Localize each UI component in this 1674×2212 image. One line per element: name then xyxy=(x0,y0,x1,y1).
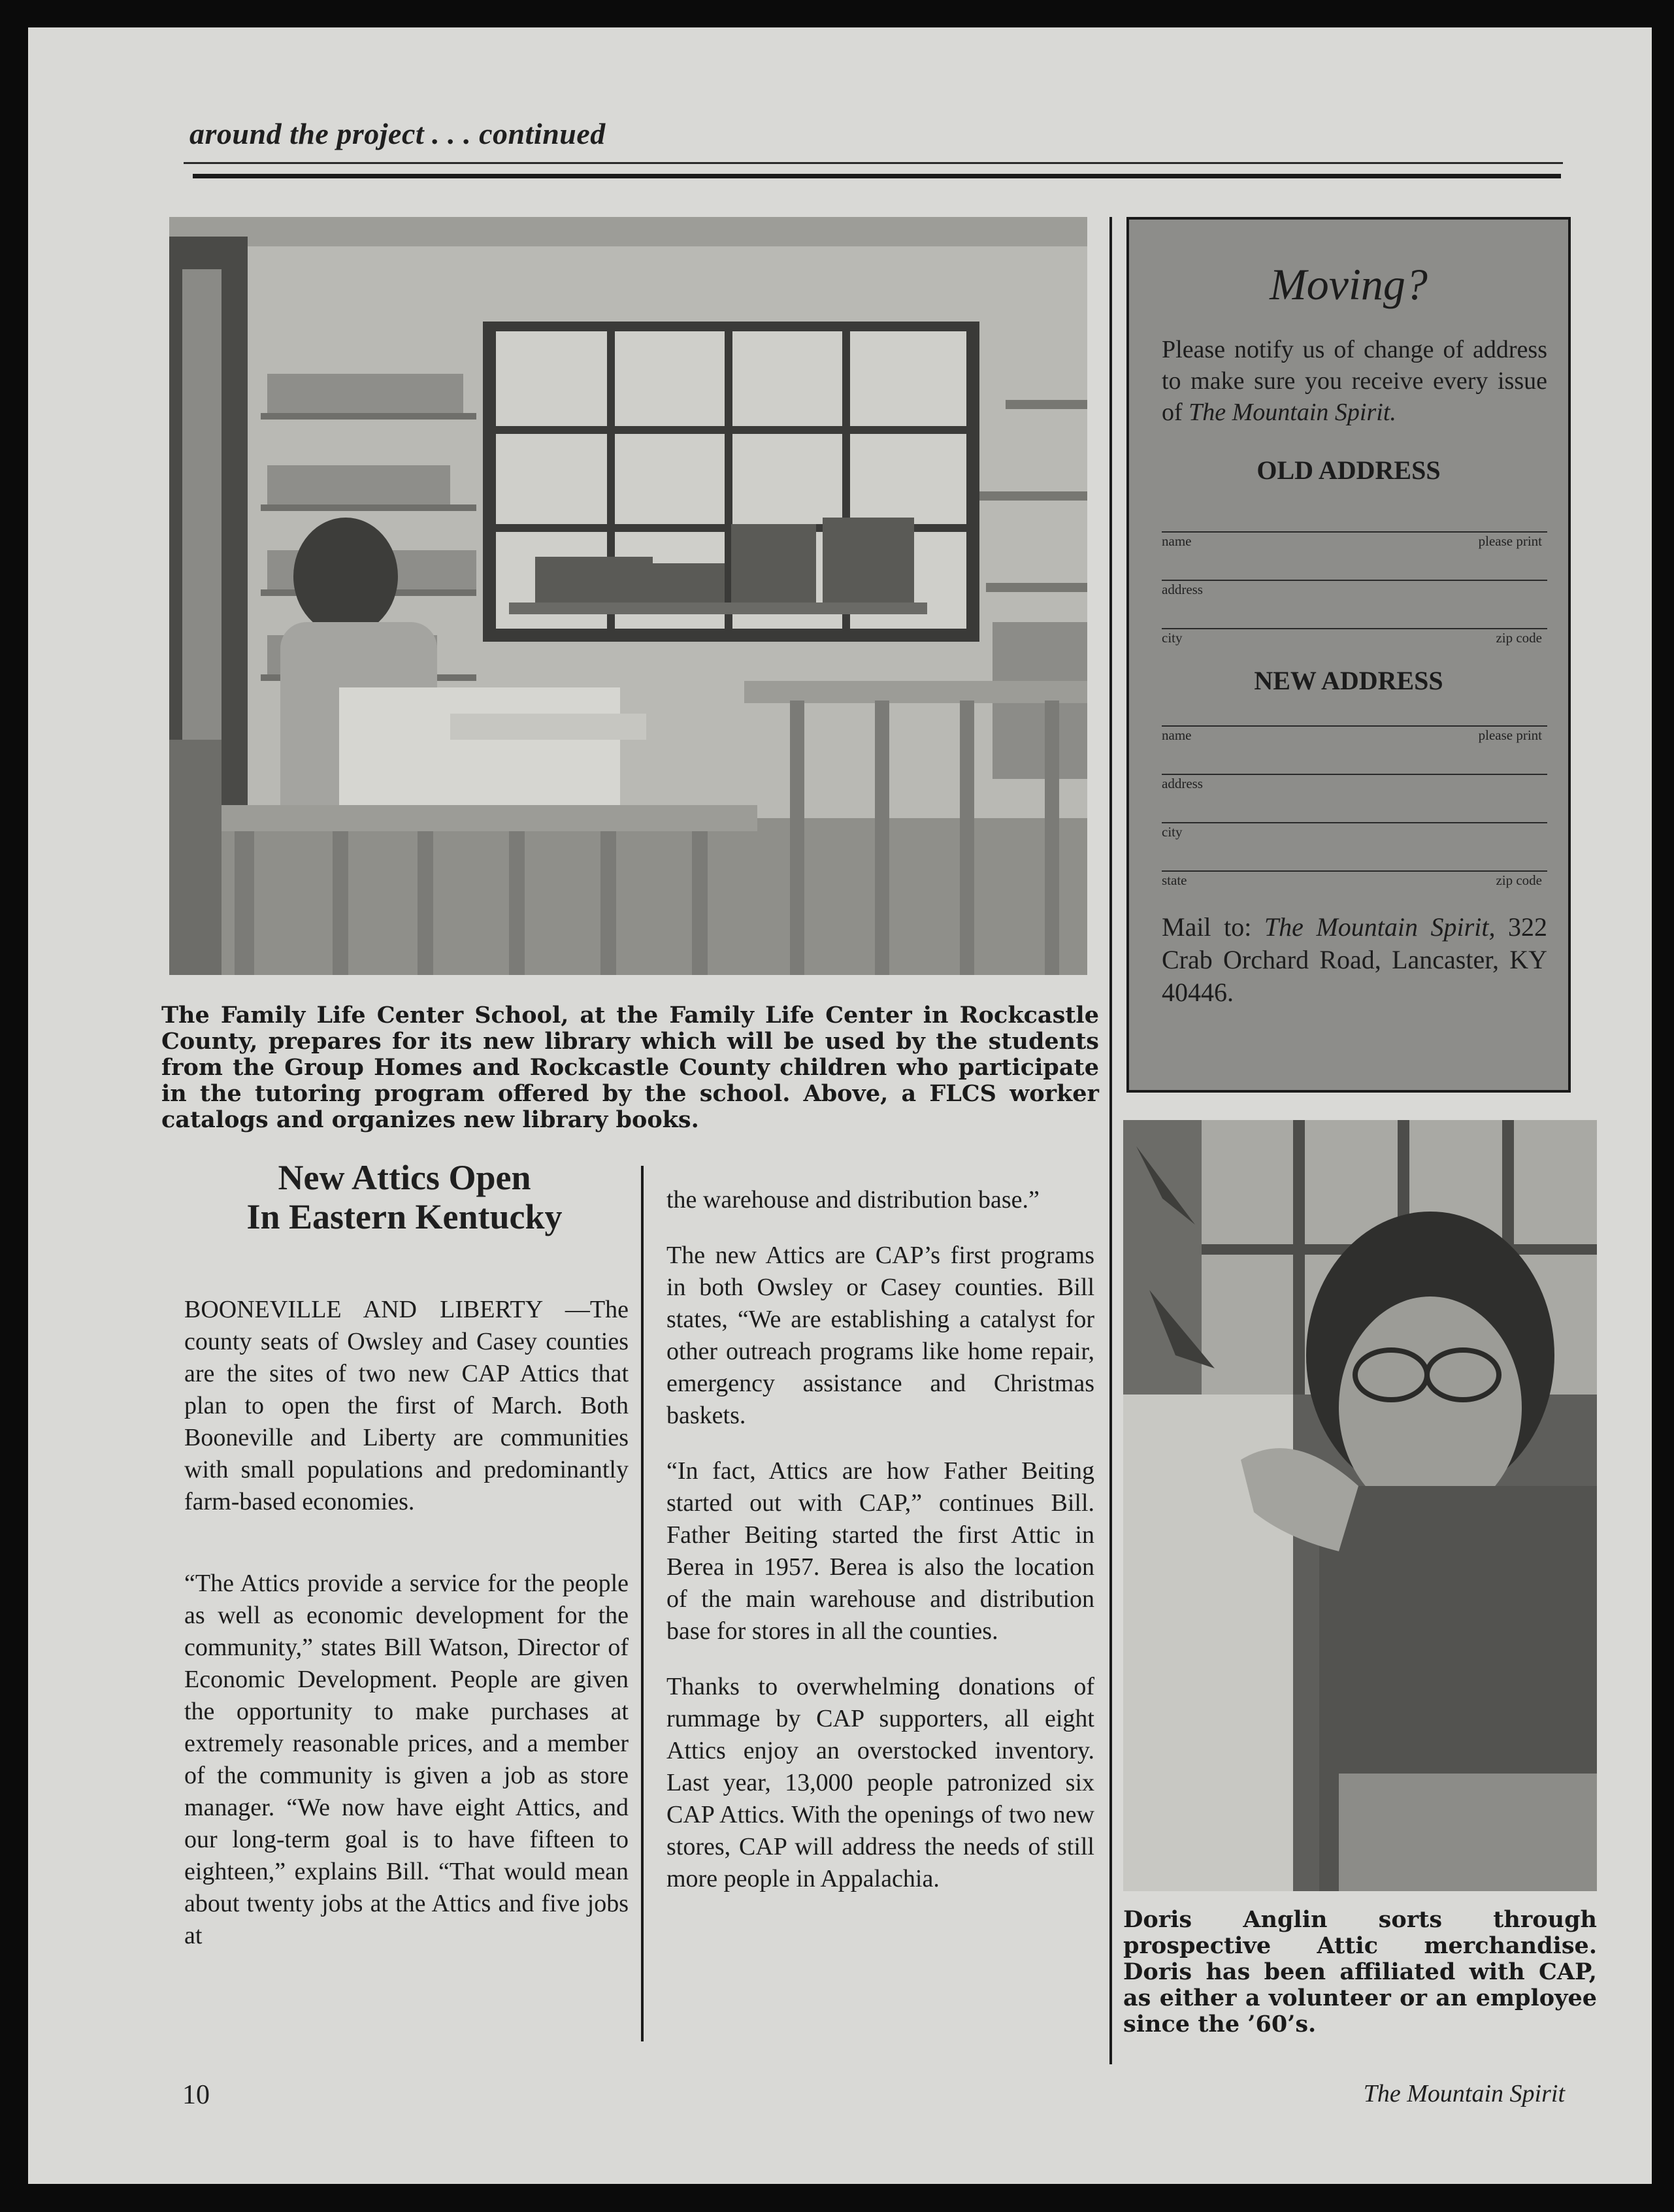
column-divider-right xyxy=(1109,1120,1112,2064)
doris-anglin-caption: Doris Anglin sorts through prospective Attic merchandise. Doris has been affiliated with CAP, as either a volunteer or an employee since the ’60’s. xyxy=(1123,1906,1597,2038)
header-rule-thick xyxy=(193,174,1561,178)
moving-intro-text: Please notify us of change of address to make sure you receive every issue of xyxy=(1162,336,1547,426)
new-city-line[interactable] xyxy=(1162,822,1547,823)
new-name-label: name xyxy=(1162,727,1192,743)
article-headline xyxy=(182,1158,627,1236)
old-address-label: address xyxy=(1162,582,1203,597)
new-city-label: city xyxy=(1162,824,1183,840)
mail-to-publication: The Mountain Spirit, xyxy=(1264,912,1496,942)
col1-paragraph: “The Attics provide a service for the people as well as economic development for the community,” states Bill Watson, Director of Economic Development. People are given the opportunity to make purchases at extremely reasonable prices, and a member of the community is given a job as store manager. “We now have eight Attics, and our long-term goal is to have fifteen to eighteen,” explains Bill. “That would mean about twenty jobs at the Attics and five jobs at xyxy=(184,1570,629,1949)
mail-to-prefix: Mail to: xyxy=(1162,912,1264,942)
old-address-line[interactable] xyxy=(1162,580,1547,581)
headline-line-1: New Attics Open xyxy=(278,1158,531,1197)
new-address-label: address xyxy=(1162,776,1203,791)
col2-paragraph: “In fact, Attics are how Father Beiting started out with CAP,” continues Bill. Father Beiting started the first Attic in Berea in 1957. Berea is also the location of the main warehouse and distribution base for stores in all the counties. xyxy=(666,1457,1094,1645)
magazine-page xyxy=(28,27,1652,2184)
mail-to-street: 322 Crab Orchard Road, Lancaster, KY 40446. xyxy=(1162,912,1548,1007)
moving-title: Moving? xyxy=(1270,259,1428,309)
running-head: around the project . . . continued xyxy=(189,117,606,150)
new-state-line[interactable] xyxy=(1162,870,1547,872)
new-state-label: state xyxy=(1162,872,1187,888)
old-address-heading: OLD ADDRESS xyxy=(1256,455,1441,485)
old-name-label: name xyxy=(1162,533,1192,549)
library-photo-caption: The Family Life Center School, at the Family Life Center in Rockcastle County, prepares for its new library which will be used by the students from the Group Homes and Rockcastle County children who participate in the tutoring program offered by the school. Above, a FLCS worker catalogs and organizes new library books. xyxy=(161,1002,1099,1133)
col2-paragraph: Thanks to overwhelming donations of rummage by CAP supporters, all eight Attics enjoy an overstocked inventory. Last year, 13,000 people patronized six CAP Attics. With the openings of two new stores, CAP will address the needs of still more people in Appalachia. xyxy=(666,1673,1094,1892)
column-divider-top xyxy=(1109,217,1112,1125)
old-city-line[interactable] xyxy=(1162,628,1547,629)
headline-line-2: In Eastern Kentucky xyxy=(246,1197,563,1236)
col1-paragraph: BOONEVILLE AND LIBERTY —The county seats of Owsley and Casey counties are the sites of two new CAP Attics that plan to open the first of March. Both Booneville and Liberty are communities with small populations and predominantly farm-based economies. xyxy=(184,1296,629,1515)
new-address-line[interactable] xyxy=(1162,774,1547,775)
old-zip-label: zip code xyxy=(1496,630,1542,646)
column-divider-article xyxy=(641,1166,644,2041)
new-please-print-label: please print xyxy=(1478,727,1542,743)
change-of-address-box xyxy=(1126,217,1571,1093)
old-please-print-label: please print xyxy=(1478,533,1542,549)
library-photo xyxy=(169,217,1087,975)
col2-paragraph: the warehouse and distribution base.” xyxy=(666,1186,1040,1213)
page-number: 10 xyxy=(182,2080,210,2110)
article-column-2 xyxy=(666,1184,1094,1895)
new-name-line[interactable] xyxy=(1162,725,1547,727)
doris-anglin-photo-illustration xyxy=(1123,1120,1597,1891)
header-rule-thin xyxy=(184,162,1563,164)
new-zip-label: zip code xyxy=(1496,872,1542,888)
col2-paragraph: The new Attics are CAP’s first programs in both Owsley or Casey counties. Bill states, “We are establishing a catalyst for other outreach programs like home repair, emergency assistance and Christmas baskets. xyxy=(666,1242,1094,1429)
mail-to-address xyxy=(1162,911,1547,1009)
old-name-line[interactable] xyxy=(1162,531,1547,533)
doris-anglin-photo xyxy=(1123,1120,1597,1891)
old-city-label: city xyxy=(1162,630,1183,646)
new-address-heading: NEW ADDRESS xyxy=(1254,666,1443,695)
publication-footer: The Mountain Spirit xyxy=(1363,2080,1565,2107)
article-column-1 xyxy=(184,1294,629,1952)
moving-intro xyxy=(1162,334,1547,428)
moving-intro-publication: The Mountain Spirit. xyxy=(1189,399,1396,426)
library-photo-illustration xyxy=(169,217,1087,975)
